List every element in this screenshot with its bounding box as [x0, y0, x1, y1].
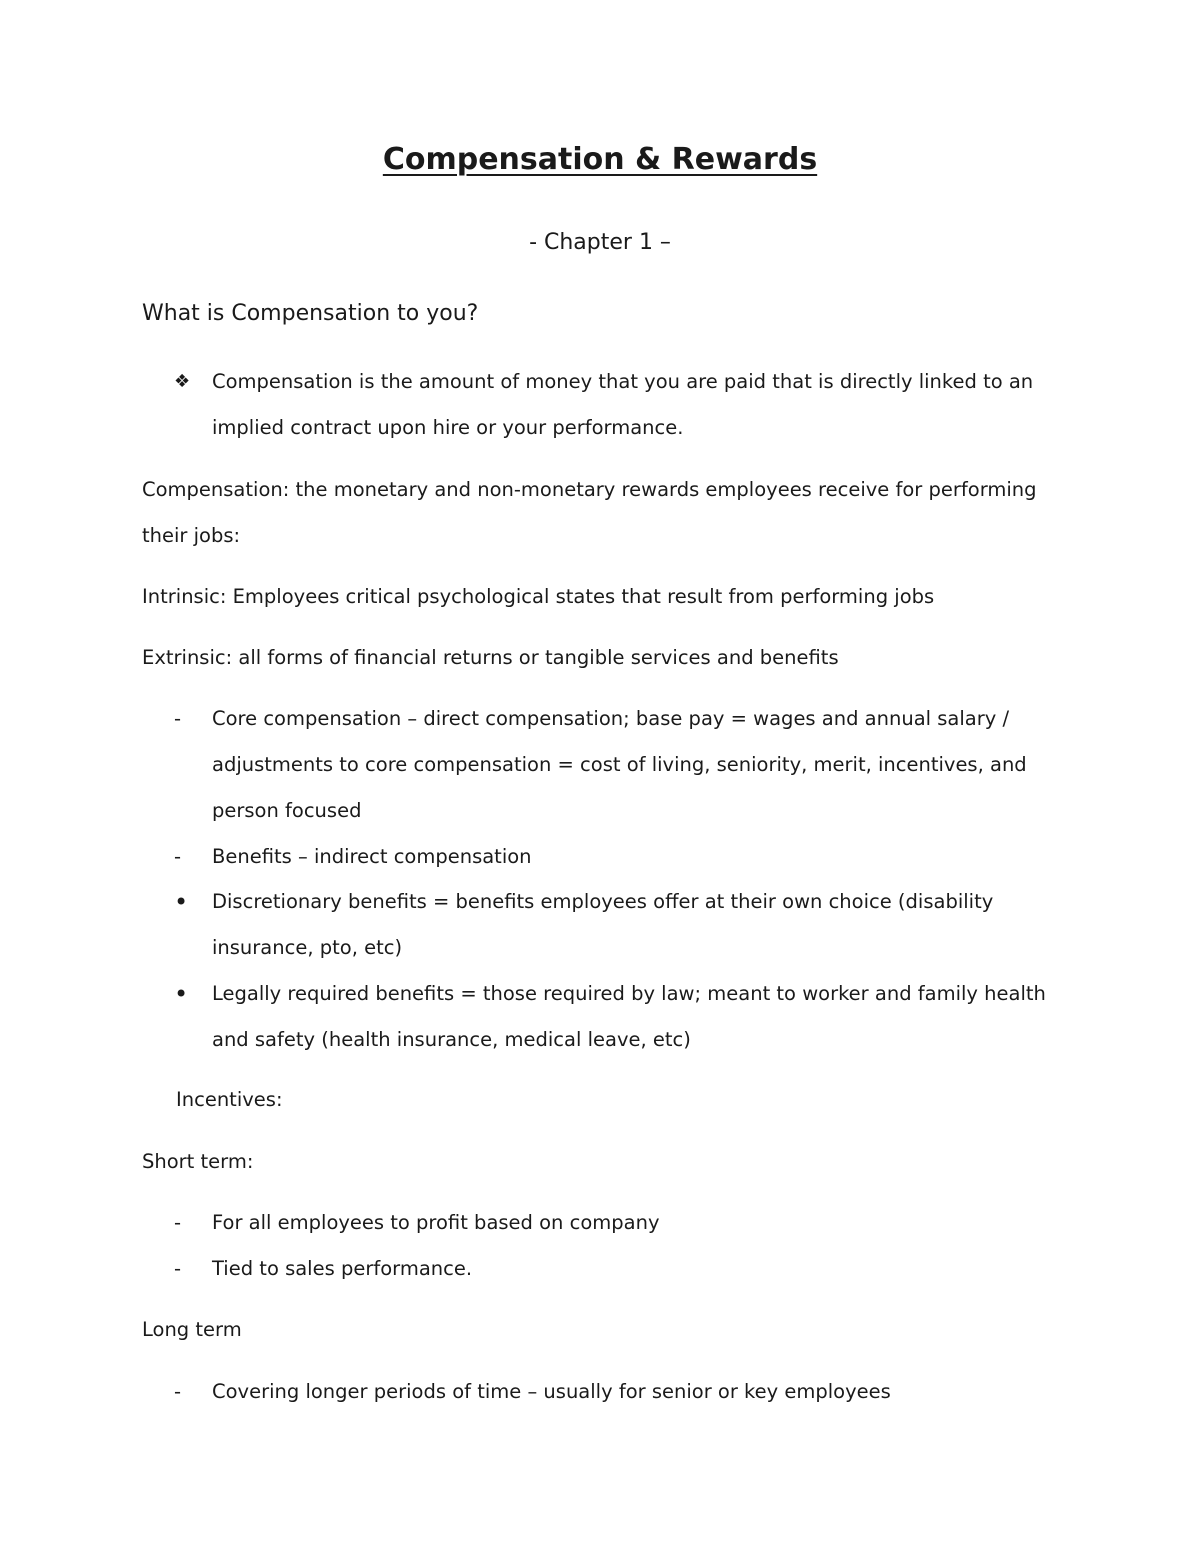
short-term-label: Short term: — [142, 1150, 254, 1173]
list-item — [142, 1246, 1062, 1292]
dot-bullet-icon: • — [174, 980, 189, 1008]
intrinsic-paragraph: Intrinsic: Employees critical psychological states that result from performing jobs — [142, 585, 935, 608]
list-item-text: Tied to sales performance. — [212, 1257, 473, 1280]
list-item-text: Legally required benefits = those required by law; meant to worker and family health and safety (health insurance, medical leave, etc) — [212, 982, 1046, 1051]
list-item-text: For all employees to profit based on company — [212, 1211, 660, 1234]
dash-bullet: - — [174, 1257, 182, 1280]
list-item — [142, 971, 1062, 1063]
list-item — [142, 696, 1062, 834]
section-question: What is Compensation to you? — [142, 301, 479, 326]
definition-paragraph: Compensation: the monetary and non-monetary rewards employees receive for performing their jobs: — [142, 478, 1037, 547]
answer-text: Compensation is the amount of money that you are paid that is directly linked to an implied contract upon hire or your performance. — [212, 370, 1034, 439]
list-item-text: Discretionary benefits = benefits employees offer at their own choice (disability insurance, pto, etc) — [212, 890, 994, 959]
dot-bullet-icon: • — [174, 888, 189, 916]
list-item — [142, 879, 1062, 971]
dash-bullet: - — [174, 1211, 182, 1234]
extrinsic-paragraph: Extrinsic: all forms of financial returns or tangible services and benefits — [142, 646, 839, 669]
list-item — [142, 1200, 1062, 1246]
document-title: Compensation & Rewards — [382, 142, 818, 177]
chapter-label: - Chapter 1 – — [529, 230, 671, 255]
list-item-text: Covering longer periods of time – usually for senior or key employees — [212, 1380, 891, 1403]
answer-bullet — [142, 359, 1062, 451]
list-item — [142, 1369, 1062, 1415]
list-item-text: Benefits – indirect compensation — [212, 845, 532, 868]
dash-bullet: - — [174, 1380, 182, 1403]
dash-bullet: - — [174, 707, 182, 730]
list-item — [142, 834, 1062, 880]
diamond-bullet-icon: ❖ — [174, 371, 191, 392]
list-item-text: Core compensation – direct compensation; base pay = wages and annual salary / adjustments to core compensation = cost of living, seniority, merit, incentives, and person focused — [212, 707, 1027, 822]
long-term-label: Long term — [142, 1318, 242, 1341]
dash-bullet: - — [174, 845, 182, 868]
incentives-label: Incentives: — [176, 1088, 283, 1111]
